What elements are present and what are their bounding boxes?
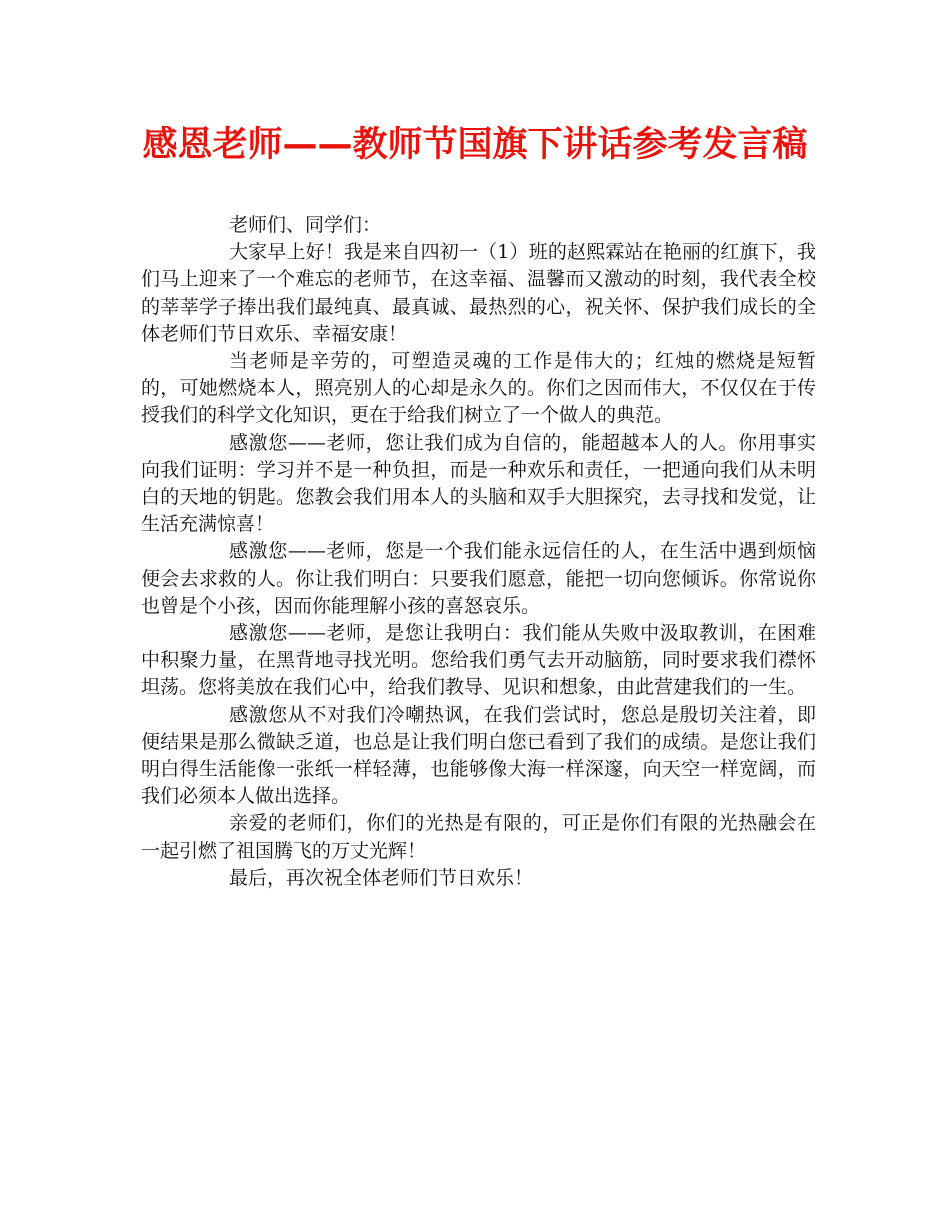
body-paragraph-thanks-encouragement: 感激您从不对我们冷嘲热讽，在我们尝试时，您总是殷切关注着，即便结果是那么微缺乏道，也总是让我们明白您已看到了我们的成绩。是您让我们明白得生活能像一张纸一样轻薄，也能够像大海一样深邃，向天空一样宽阔，而我们必须本人做出选择。 bbox=[141, 703, 816, 808]
body-paragraph-thanks-confidence: 感激您——老师，您让我们成为自信的，能超越本人的人。你用事实向我们证明：学习并不是一种负担，而是一种欢乐和责任，一把通向我们从未明白的天地的钥匙。您教会我们用本人的头脑和双手大胆探究，去寻找和发觉，让生活充满惊喜！ bbox=[141, 431, 816, 536]
document-title: 感恩老师——教师节国旗下讲话参考发言稿 bbox=[142, 125, 808, 165]
body-paragraph-dear-teachers: 亲爱的老师们，你们的光热是有限的，可正是你们有限的光热融会在一起引燃了祖国腾飞的万丈光辉！ bbox=[141, 812, 816, 862]
body-paragraph-thanks-trust: 感激您——老师，您是一个我们能永远信任的人，在生活中遇到烦恼便会去求救的人。你让我们明白：只要我们愿意，能把一切向您倾诉。你常说你也曾是个小孩，因而你能理解小孩的喜怒哀乐。 bbox=[141, 540, 816, 617]
closing-paragraph: 最后，再次祝全体老师们节日欢乐！ bbox=[229, 866, 534, 889]
body-paragraph-teachers-greatness: 当老师是辛劳的，可塑造灵魂的工作是伟大的；红烛的燃烧是短暂的，可她燃烧本人，照亮别人的心却是永久的。你们之因而伟大，不仅仅在于传授我们的科学文化知识，更在于给我们树立了一个做人的典范。 bbox=[141, 350, 816, 427]
document-body bbox=[141, 212, 816, 892]
greeting-paragraph: 大家早上好！我是来自四初一（1）班的赵熙霖站在艳丽的红旗下，我们马上迎来了一个难忘的老师节，在这幸福、温馨而又激动的时刻，我代表全校的莘莘学子捧出我们最纯真、最真诚、最热烈的心，祝关怀、保护我们成长的全体老师们节日欢乐、幸福安康！ bbox=[141, 241, 816, 345]
body-paragraph-thanks-lessons: 感激您——老师，是您让我明白：我们能从失败中汲取教训，在困难中积聚力量，在黑背地寻找光明。您给我们勇气去开动脑筋，同时要求我们襟怀坦荡。您将美放在我们心中，给我们教导、见识和想象，由此营建我们的一生。 bbox=[141, 622, 816, 699]
salutation-paragraph: 老师们、同学们： bbox=[229, 214, 382, 236]
